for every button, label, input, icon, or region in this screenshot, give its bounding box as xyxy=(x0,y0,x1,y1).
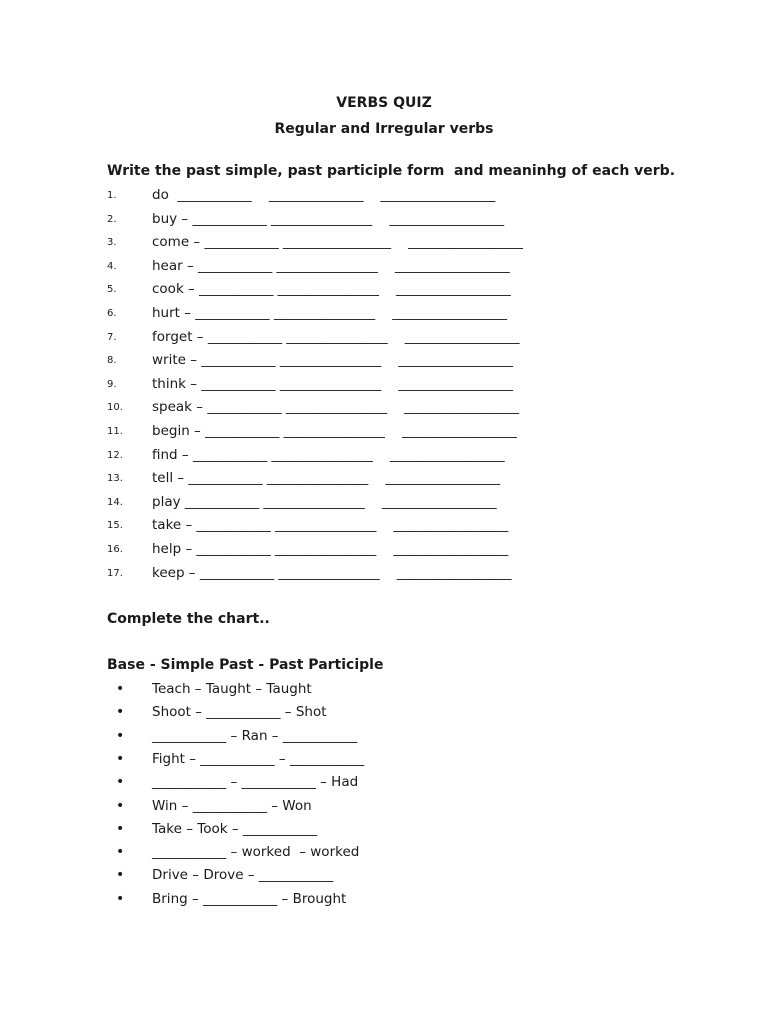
item-text: keep – ___________ _______________ _________________ xyxy=(152,564,512,581)
item-text: help – ___________ _______________ _________________ xyxy=(152,541,509,557)
list-item xyxy=(0,329,768,349)
item-number: 7. xyxy=(107,331,117,343)
quiz-subtitle: Regular and Irregular verbs xyxy=(274,121,494,137)
chart-row xyxy=(0,728,768,748)
item-number: 3. xyxy=(107,237,117,249)
item-text: hear – ___________ _______________ _________________ xyxy=(152,257,510,274)
item-number: 13. xyxy=(107,473,123,485)
item-text: take – ___________ _______________ _________________ xyxy=(152,517,509,534)
item-number: 1. xyxy=(107,190,117,201)
item-number: 15. xyxy=(107,520,123,532)
chart-row xyxy=(0,774,768,794)
bullet-icon: • xyxy=(116,681,125,697)
list-item xyxy=(0,447,768,467)
bullet-icon: • xyxy=(116,750,125,767)
bullet-icon: • xyxy=(116,774,125,791)
list-item xyxy=(0,470,768,490)
item-text: tell – ___________ _______________ _________________ xyxy=(152,470,501,487)
chart-row xyxy=(0,844,768,864)
item-number: 4. xyxy=(107,260,117,272)
item-text: forget – ___________ _______________ _________________ xyxy=(152,328,520,345)
chart-row xyxy=(0,821,768,841)
chart-row xyxy=(0,704,768,724)
item-number: 10. xyxy=(107,402,123,414)
list-item xyxy=(0,494,768,514)
chart-row-text: Drive – Drove – ___________ xyxy=(152,867,334,884)
chart-row-text: ___________ – worked – worked xyxy=(152,844,360,861)
chart-row-text: Take – Took – ___________ xyxy=(152,820,318,837)
item-number: 9. xyxy=(107,378,117,390)
item-number: 5. xyxy=(107,284,117,296)
item-text: think – ___________ _______________ _________________ xyxy=(152,375,514,392)
list-item xyxy=(0,187,768,207)
section1-instruction: Write the past simple, past participle form and meaninhg of each verb. xyxy=(107,163,676,179)
list-item xyxy=(0,376,768,396)
chart-row-text: Bring – ___________ – Brought xyxy=(152,890,347,907)
item-number: 2. xyxy=(107,213,117,225)
item-number: 17. xyxy=(107,567,123,579)
list-item xyxy=(0,258,768,278)
item-text: come – ___________ ________________ _________________ xyxy=(152,234,523,251)
list-item xyxy=(0,352,768,372)
chart-row xyxy=(0,867,768,887)
chart-row-text: Win – ___________ – Won xyxy=(152,797,312,814)
list-item xyxy=(0,399,768,419)
chart-row-text: Fight – ___________ – ___________ xyxy=(152,750,365,767)
chart-row xyxy=(0,798,768,818)
bullet-icon: • xyxy=(116,727,125,744)
list-item xyxy=(0,517,768,537)
bullet-icon: • xyxy=(116,867,125,884)
item-number: 14. xyxy=(107,496,123,508)
section2-instruction: Complete the chart.. xyxy=(107,611,270,627)
item-text: write – ___________ _______________ _________________ xyxy=(152,352,513,369)
list-item xyxy=(0,541,768,561)
chart-row-text: ___________ – ___________ – Had xyxy=(152,774,359,791)
chart-row-text: ___________ – Ran – ___________ xyxy=(152,727,358,744)
bullet-icon: • xyxy=(116,797,125,814)
item-text: speak – ___________ _______________ _________________ xyxy=(152,399,520,416)
item-text: do ___________ ______________ _________________ xyxy=(152,187,496,203)
chart-row xyxy=(0,681,768,701)
item-text: buy – ___________ _______________ _________________ xyxy=(152,210,505,227)
item-text: play ___________ _______________ _________________ xyxy=(152,493,497,510)
list-item xyxy=(0,305,768,325)
list-item xyxy=(0,234,768,254)
item-text: cook – ___________ _______________ _________________ xyxy=(152,281,511,298)
item-text: hurt – ___________ _______________ _________________ xyxy=(152,305,507,321)
list-item xyxy=(0,211,768,231)
item-number: 6. xyxy=(107,308,117,319)
chart-heading: Base - Simple Past - Past Participle xyxy=(107,657,384,673)
bullet-icon: • xyxy=(116,890,125,907)
item-number: 16. xyxy=(107,544,123,555)
bullet-icon: • xyxy=(116,820,125,837)
item-number: 8. xyxy=(107,355,117,367)
item-number: 11. xyxy=(107,426,123,437)
bullet-icon: • xyxy=(116,704,125,721)
item-text: find – ___________ _______________ _________________ xyxy=(152,446,505,463)
chart-row-text: Shoot – ___________ – Shot xyxy=(152,704,327,721)
list-item xyxy=(0,281,768,301)
list-item xyxy=(0,423,768,443)
chart-row xyxy=(0,751,768,771)
item-number: 12. xyxy=(107,449,123,461)
item-text: begin – ___________ _______________ _________________ xyxy=(152,423,517,439)
list-item xyxy=(0,565,768,585)
quiz-title: VERBS QUIZ xyxy=(336,95,432,111)
chart-row-text: Teach – Taught – Taught xyxy=(152,681,312,697)
bullet-icon: • xyxy=(116,844,125,861)
chart-row xyxy=(0,891,768,911)
